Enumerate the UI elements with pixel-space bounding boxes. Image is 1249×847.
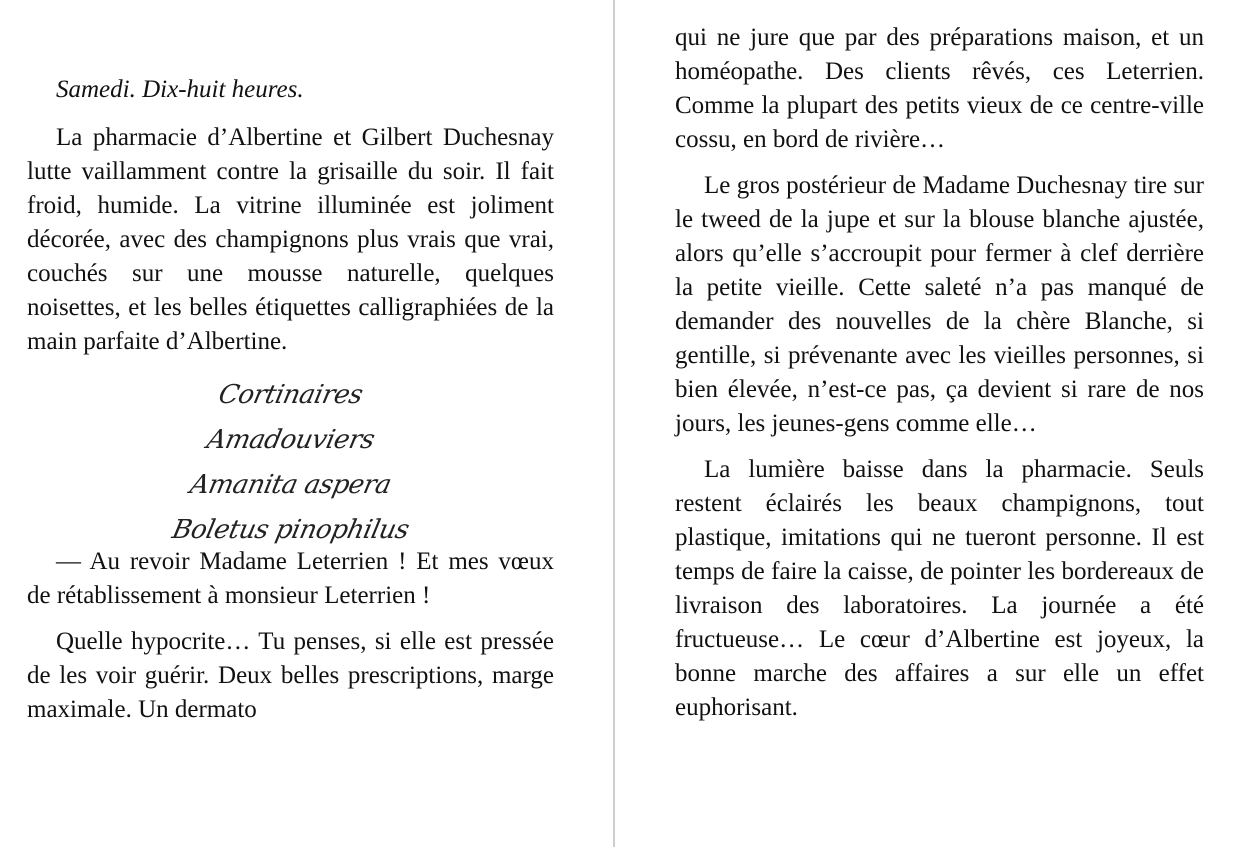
- label-amadouviers: Amadouviers: [204, 425, 378, 455]
- dialogue-line: — Au revoir Madame Leterrien ! Et mes vœux de rétablissement à monsieur Leterrien !: [27, 548, 554, 609]
- paragraph: La pharmacie d’Albertine et Gilbert Duchesnay lutte vaillamment contre la grisaille du soir. Il fait froid, humide. La vitrine illuminée est joliment décorée, avec des champignons plus vrais que vrai, couchés sur une mousse naturelle, quelques noisettes, et les belles étiquettes calligraphiées de la main parfaite d’Albertine.: [27, 124, 554, 355]
- label-amanita-aspera: Amanita aspera: [187, 470, 394, 500]
- right-page: [675, 21, 1204, 725]
- paragraph: Le gros postérieur de Madame Duchesnay tire sur le tweed de la jupe et sur la blouse blanche ajustée, alors qu’elle s’accroupit pour fermer à clef derrière la petite vieille. Cette saleté n’a pas manqué de demander des nouvelles de la chère Blanche, si gentille, si prévenante avec les vieilles personnes, si bien élevée, n’est-ce pas, ça devient si rare de nos jours, les jeunes-gens comme elle…: [675, 172, 1204, 437]
- label-boletus-pinophilus: Boletus pinophilus: [169, 515, 412, 545]
- paragraph-continuation: qui ne jure que par des préparations maison, et un homéopathe. Des clients rêvés, ces Leterrien. Comme la plupart des petits vieux de ce centre-ville cossu, en bord de rivière…: [675, 24, 1204, 153]
- paragraph: La lumière baisse dans la pharmacie. Seuls restent éclairés les beaux champignons, tout plastique, imitations qui ne tueront personne. Il est temps de faire la caisse, de pointer les bordereaux de livraison des laboratoires. La journée a été fructueuse… Le cœur d’Albertine est joyeux, la bonne marche des affaires a sur elle un effet euphorisant.: [675, 456, 1204, 721]
- label-cortinaires: Cortinaires: [215, 380, 366, 410]
- paragraph: Quelle hypocrite… Tu penses, si elle est pressée de les voir guérir. Deux belles prescriptions, marge maximale. Un dermato: [27, 628, 554, 723]
- page-gutter: [613, 0, 615, 847]
- chapter-heading: Samedi. Dix-huit heures.: [56, 76, 304, 103]
- left-page: [27, 73, 554, 727]
- calligraphy-labels: [27, 373, 554, 553]
